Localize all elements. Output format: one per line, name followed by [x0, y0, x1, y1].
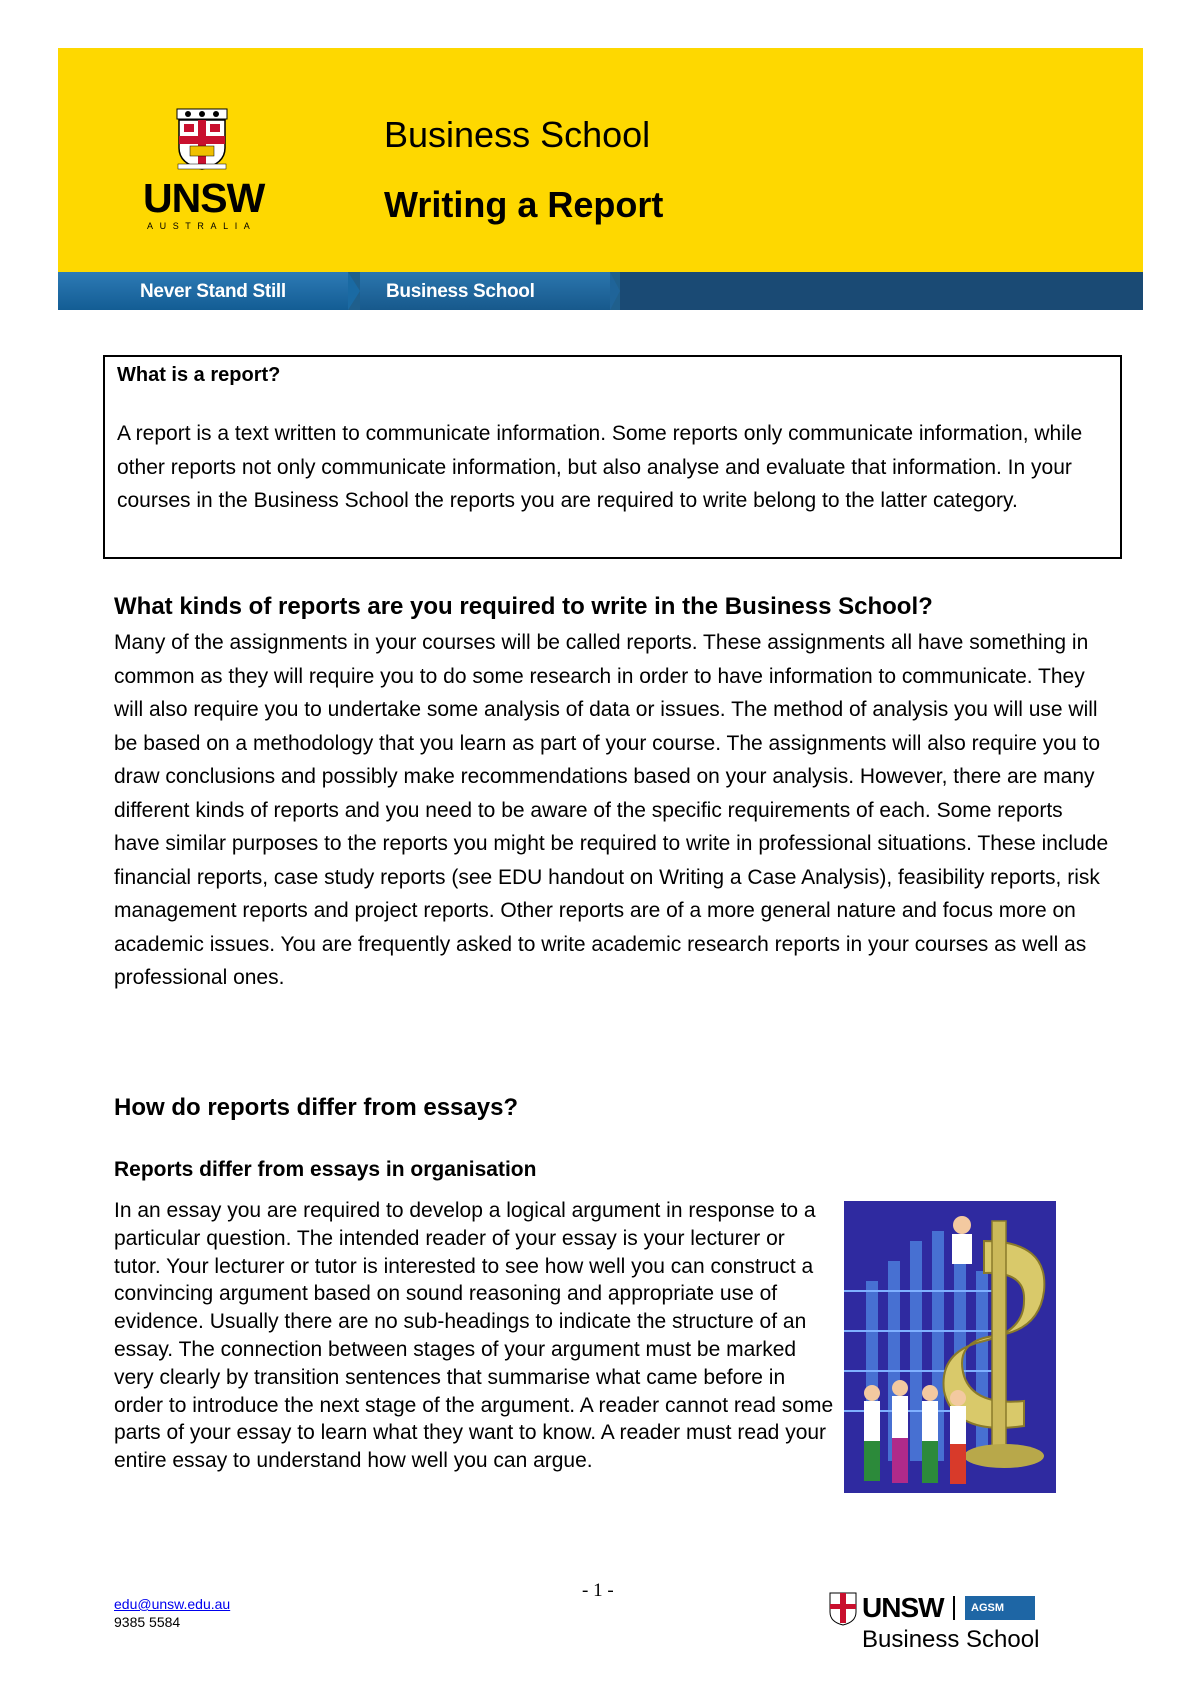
footer-agsm-badge: AGSM: [965, 1596, 1035, 1620]
band-arrow-icon: [610, 272, 620, 310]
section2-subheading: Reports differ from essays in organisation: [114, 1158, 537, 1181]
unsw-crest-icon: [829, 1592, 857, 1626]
brand-band: [58, 272, 1143, 310]
page-number: - 1 -: [582, 1580, 614, 1601]
unsw-logo-text: UNSW: [143, 175, 265, 221]
section1-heading: What kinds of reports are you required to write in the Business School?: [114, 593, 933, 620]
section2-paragraph: In an essay you are required to develop a logical argument in response to a particular question. The intended reader of your essay is your lecturer or tutor. Your lecturer or tutor is interested to see how well you can construct a convincing argument based on sound reasoning and appropriate use of evidence. Usually there are no sub-headings to indicate the structure of an essay. The connection between stages of your argument must be marked very clearly by transition sentences that summarise what came before in order to introduce the next stage of the argument. A reader cannot read some parts of your essay to learn what they want to know. A reader must read your entire essay to understand how well you can argue.: [114, 1199, 834, 1473]
footer-business-school-text: Business School: [862, 1626, 1040, 1653]
unsw-crest-icon: [176, 108, 228, 170]
box-text: A report is a text written to communicate information. Some reports only communicate information, while other reports not only communicate information, but also analyse and evaluate that information. In your courses in the Business School the reports you are required to write belong to the latter category.: [117, 422, 1083, 512]
definition-box: [103, 355, 1122, 559]
footer-unsw-text: UNSW: [862, 1592, 944, 1623]
business-clipart-illustration: [844, 1201, 1056, 1493]
header-title: Business School: [384, 114, 651, 155]
section1-paragraph: Many of the assignments in your courses will be called reports. These assignments all have something in common as they will require you to do some research in order to have information to communicate. They will also require you to undertake some analysis of data or issues. The method of analysis you will use will be based on a methodology that you learn as part of your course. The assignments will also require you to draw conclusions and possibly make recommendations based on your analysis. However, there are many different kinds of reports and you need to be aware of the specific requirements of each. Some reports have similar purposes to the reports you might be required to write in professional situations. These include financial reports, case study reports (see EDU handout on Writing a Case Analysis), feasibility reports, risk management reports and project reports. Other reports are of a more general nature and focus more on academic issues. You are frequently asked to write academic research reports in your courses as well as professional ones.: [114, 631, 1109, 989]
footer-logo-divider: [953, 1596, 955, 1620]
box-question: What is a report?: [117, 364, 281, 386]
footer-logo: [829, 1592, 1059, 1656]
contact-email-link[interactable]: edu@unsw.edu.au: [114, 1596, 231, 1612]
band-slogan: Never Stand Still: [140, 281, 286, 302]
band-fill: [620, 272, 1143, 310]
band-school-label: Business School: [386, 281, 535, 302]
australia-logo-text: AUSTRALIA: [147, 221, 257, 231]
section2-heading: How do reports differ from essays?: [114, 1094, 519, 1121]
document-title: Writing a Report: [384, 184, 664, 225]
header-banner: [58, 48, 1143, 272]
contact-phone: 9385 5584: [114, 1614, 181, 1630]
band-arrow-icon: [348, 272, 360, 310]
